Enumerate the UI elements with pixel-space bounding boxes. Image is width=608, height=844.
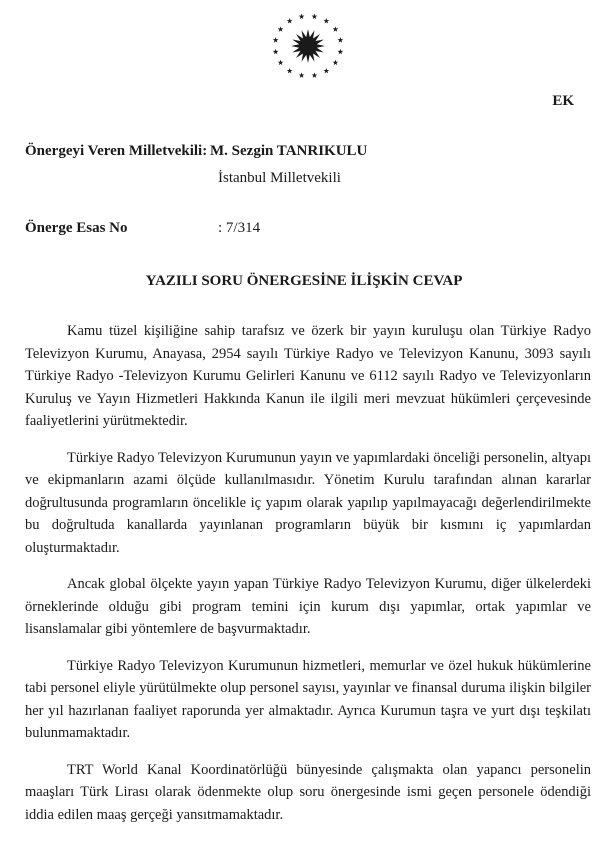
submitter-constituency: İstanbul Milletvekili: [218, 170, 341, 186]
motion-number-value: : 7/314: [218, 220, 261, 236]
submitter-label: Önergeyi Veren Milletvekili:: [25, 143, 208, 159]
paragraph-5: TRT World Kanal Koordinatörlüğü bünyesinde çalışmakta olan yapancı personelin maaşları Türk Lirası olarak ödenmekte olup soru önergesinde ismi geçen personele ödendiği iddia edilen maaş gerçeği yansıtmamaktadır.: [25, 761, 591, 823]
emblem-star-icon: [278, 26, 284, 31]
submitter-name: M. Sezgin TANRIKULU: [210, 143, 368, 159]
presidential-seal-icon: [263, 8, 353, 88]
annex-label: EK: [552, 93, 574, 109]
emblem-star-icon: [333, 26, 339, 31]
document-title: YAZILI SORU ÖNERGESİNE İLİŞKİN CEVAP: [145, 273, 463, 289]
paragraph-1: Kamu tüzel kişiliğine sahip tarafsız ve özerk bir yayın kuruluşu olan Türkiye Radyo Televizyon Kurumu, Anayasa, 2954 sayılı Türkiye Radyo ve Televizyon Kanunu, 3093 sayılı Türkiye Radyo -Televizyon Kurumu Gelirleri Kanunu ve 6112 sayılı Radyo ve Televizyonların Kuruluş ve Yayın Hizmetleri Hakkında Kanun ile ilgili meri mevzuat hükümleri çerçevesinde faaliyetlerini yürütmektedir.: [25, 323, 591, 429]
emblem-star-icon: [312, 14, 318, 19]
emblem-star-icon: [278, 60, 284, 65]
emblem-star-icon: [299, 14, 305, 19]
emblem-star-icon: [287, 68, 293, 73]
emblem-star-icon: [287, 18, 293, 23]
document-body: [25, 320, 591, 840]
emblem-star-icon: [338, 37, 344, 42]
paragraph-2: Türkiye Radyo Televizyon Kurumunun yayın ve yapımlardaki önceliği personelin, altyapı ve ekipmanların azami ölçüde kullanılmasıdır. Yönetim Kurulu tarafından alınan kararlar doğrultusunda programların öncelikle iç yapım olarak yapılıp yapılmayacağı değerlendirilmekte bu doğrultuda kanallarda yayınlanan programların büyük bir kısmını iç yapımlardan oluşturmaktadır.: [25, 449, 591, 556]
emblem-star-icon: [312, 72, 318, 77]
emblem-star-icon: [273, 37, 279, 42]
emblem-star-icon: [299, 72, 305, 77]
emblem-star-icon: [338, 49, 344, 54]
emblem-star-icon: [323, 68, 329, 73]
motion-number-label: Önerge Esas No: [25, 220, 128, 236]
paragraph-4: Türkiye Radyo Televizyon Kurumunun hizmetleri, memurlar ve özel hukuk hükümlerine tabi personel eliyle yürütülmekte olup personel sayısı, yayınlar ve finansal duruma ilişkin bilgiler her yıl hazırlanan faaliyet raporunda yer almaktadır. Ayrıca Kurumun taşra ve yurt dışı teşkilatı bulunmamaktadır.: [25, 657, 591, 741]
paragraph-3: Ancak global ölçekte yayın yapan Türkiye Radyo Televizyon Kurumu, diğer ülkelerdeki örneklerinde olduğu gibi program temini için kurum dışı yapımlar, ortak yapımlar ve lisanslamalar gibi yöntemlere de başvurmaktadır.: [25, 576, 591, 637]
emblem-sun-core: [299, 37, 317, 55]
emblem-star-icon: [323, 18, 329, 23]
emblem-star-icon: [273, 49, 279, 54]
emblem-star-icon: [333, 60, 339, 65]
